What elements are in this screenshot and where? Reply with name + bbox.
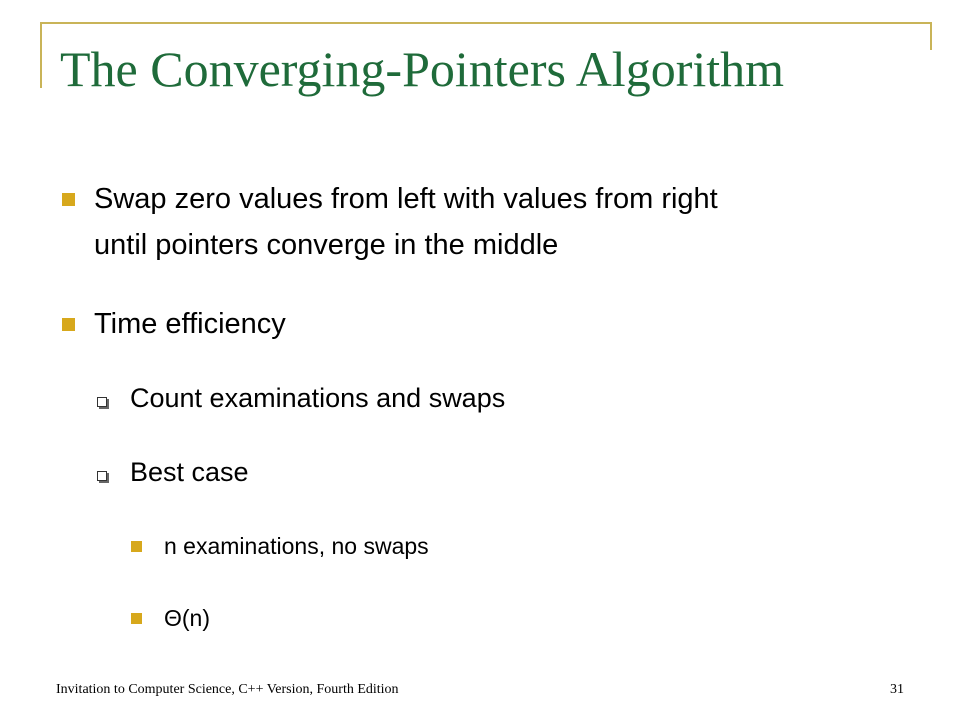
sub-bullet-text-line: Count examinations and swaps <box>130 383 506 413</box>
bullet-text-line: Swap zero values from left with values from right <box>94 183 718 215</box>
sub-bullet-text-line: Best case <box>130 457 249 487</box>
slide-frame-left <box>40 22 42 88</box>
bullet-square-icon <box>62 193 75 206</box>
footer-source: Invitation to Computer Science, C++ Version, Fourth Edition <box>56 682 399 697</box>
sub-sub-bullet-text-line: n examinations, no swaps <box>164 533 429 559</box>
slide-frame-right <box>930 22 932 50</box>
bullet-text-line: until pointers converge in the middle <box>94 229 559 261</box>
sub-sub-bullet-text-line: Θ(n) <box>164 605 210 631</box>
bullet-square-icon <box>62 318 75 331</box>
slide-title: The Converging-Pointers Algorithm <box>60 41 785 97</box>
page-number: 31 <box>890 682 904 697</box>
bullet-text-line: Time efficiency <box>94 308 286 340</box>
sub-sub-bullet-square-icon <box>131 613 142 624</box>
slide-frame-top <box>40 22 932 24</box>
sub-bullet-checkbox-icon <box>97 397 107 407</box>
sub-sub-bullet-square-icon <box>131 541 142 552</box>
sub-bullet-checkbox-icon <box>97 471 107 481</box>
